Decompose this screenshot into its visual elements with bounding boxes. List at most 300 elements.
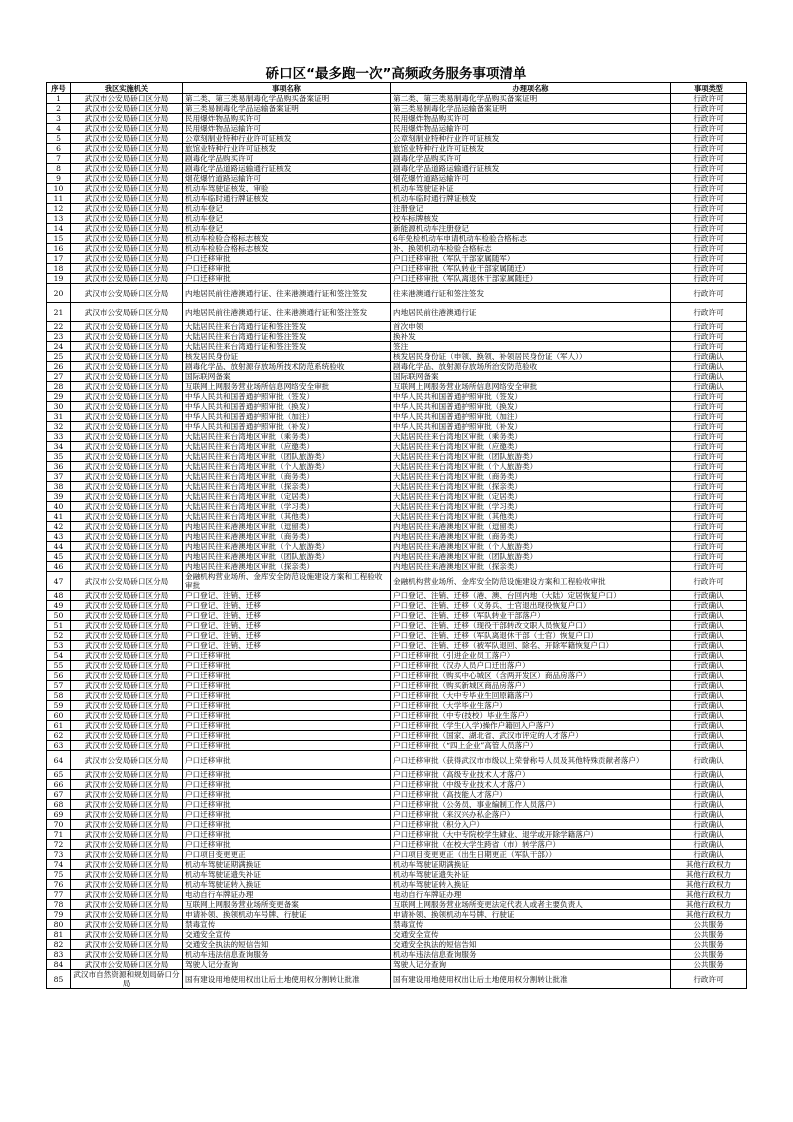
cell-agency: 武汉市公安局硚口区分局: [71, 264, 183, 274]
cell-index: 56: [47, 671, 71, 681]
cell-index: 36: [47, 462, 71, 472]
table-row: [47, 382, 747, 392]
cell-sub-item-name: 大陆居民往来台湾地区审批（应邀类）: [391, 442, 671, 452]
table-row: [47, 711, 747, 721]
cell-agency: 武汉市公安局硚口区分局: [71, 303, 183, 322]
cell-item-name: 电动自行车牌证办理: [183, 890, 391, 900]
cell-index: 50: [47, 611, 71, 621]
cell-item-type: 行政确认: [671, 830, 747, 840]
table-row: [47, 601, 747, 611]
cell-item-type: 行政许可: [671, 274, 747, 284]
cell-index: 76: [47, 880, 71, 890]
cell-item-name: 户口迁移审批: [183, 651, 391, 661]
cell-item-name: 户口迁移审批: [183, 790, 391, 800]
cell-index: 44: [47, 542, 71, 552]
cell-item-name: 内地居民往来港澳地区审批（团队旅游类）: [183, 552, 391, 562]
cell-item-name: 内地居民前往港澳通行证、往来港澳通行证和签注签发: [183, 303, 391, 322]
cell-sub-item-name: 内地居民往来港澳地区审批（团队旅游类）: [391, 552, 671, 562]
cell-item-name: 户口迁移审批: [183, 264, 391, 274]
cell-agency: 武汉市公安局硚口区分局: [71, 552, 183, 562]
table-row: [47, 701, 747, 711]
table-row: [47, 611, 747, 621]
cell-index: 17: [47, 254, 71, 264]
cell-item-type: 行政确认: [671, 810, 747, 820]
table-row: [47, 651, 747, 661]
cell-item-type: 其他行政权力: [671, 910, 747, 920]
cell-index: 67: [47, 790, 71, 800]
cell-index: 54: [47, 651, 71, 661]
cell-item-name: 金融机构营业场所、金库安全防范设施建设方案和工程验收审批: [183, 572, 391, 591]
cell-item-type: 行政许可: [671, 522, 747, 532]
cell-index: 57: [47, 681, 71, 691]
cell-sub-item-name: 申请补领、换领机动车号牌、行驶证: [391, 910, 671, 920]
cell-sub-item-name: 户口项目变更更正（出生日期更正（军队干部））: [391, 850, 671, 860]
table-row: [47, 104, 747, 114]
cell-item-name: 大陆居民往来台湾通行证和签注签发: [183, 322, 391, 332]
cell-item-type: 行政确认: [671, 751, 747, 770]
table-row: [47, 332, 747, 342]
cell-sub-item-name: 户口迁移审批（军队转业干部家属随迁）: [391, 264, 671, 274]
cell-sub-item-name: 户口登记、注销、迁移（军队转业干部落户）: [391, 611, 671, 621]
cell-index: 73: [47, 850, 71, 860]
cell-agency: 武汉市公安局硚口区分局: [71, 352, 183, 362]
table-row: [47, 830, 747, 840]
cell-item-name: 公章刻制业特种行业许可证核发: [183, 134, 391, 144]
cell-index: 45: [47, 552, 71, 562]
cell-item-type: 行政确认: [671, 591, 747, 601]
cell-item-name: 户口迁移审批: [183, 254, 391, 264]
table-row: [47, 442, 747, 452]
table-row: [47, 154, 747, 164]
table-row: [47, 880, 747, 890]
cell-index: 43: [47, 532, 71, 542]
cell-index: 42: [47, 522, 71, 532]
cell-index: 32: [47, 422, 71, 432]
cell-agency: 武汉市公安局硚口区分局: [71, 850, 183, 860]
header-agency: 我区实施机关: [71, 83, 183, 94]
cell-sub-item-name: 首次申领: [391, 322, 671, 332]
cell-index: 40: [47, 502, 71, 512]
table-row: [47, 502, 747, 512]
cell-sub-item-name: 大陆居民往来台湾地区审批（其他类）: [391, 512, 671, 522]
cell-sub-item-name: 户口迁移审批（公务员、事业编制工作人员落户）: [391, 800, 671, 810]
cell-sub-item-name: 电动自行车牌证办理: [391, 890, 671, 900]
cell-sub-item-name: 户口迁移审批（引进企业员工落户）: [391, 651, 671, 661]
table-row: [47, 810, 747, 820]
table-row: [47, 820, 747, 830]
cell-sub-item-name: 驾驶人记分查询: [391, 960, 671, 970]
cell-item-name: 大陆居民往来台湾通行证和签注签发: [183, 342, 391, 352]
cell-agency: 武汉市公安局硚口区分局: [71, 572, 183, 591]
cell-index: 13: [47, 214, 71, 224]
cell-item-type: 公共服务: [671, 920, 747, 930]
cell-item-name: 民用爆炸物品购买许可: [183, 114, 391, 124]
cell-item-name: 互联网上网服务营业场所信息网络安全审批: [183, 382, 391, 392]
cell-sub-item-name: 户口迁移审批（大中专院校学生肄业、退学或开除学籍落户）: [391, 830, 671, 840]
cell-item-type: 行政确认: [671, 382, 747, 392]
cell-index: 65: [47, 770, 71, 780]
cell-sub-item-name: 户口登记、注销、迁移（军队离退休干部（士官）恢复户口）: [391, 631, 671, 641]
table-row: [47, 114, 747, 124]
table-row: [47, 422, 747, 432]
cell-index: 21: [47, 303, 71, 322]
cell-index: 47: [47, 572, 71, 591]
cell-index: 41: [47, 512, 71, 522]
cell-sub-item-name: 户口迁移审批（积分入户）: [391, 820, 671, 830]
cell-sub-item-name: 内地居民往来港澳地区审批（商务类）: [391, 532, 671, 542]
cell-sub-item-name: 公章刻制业特种行业许可证核发: [391, 134, 671, 144]
cell-item-name: 户口迁移审批: [183, 840, 391, 850]
cell-agency: 武汉市公安局硚口区分局: [71, 780, 183, 790]
table-row: [47, 552, 747, 562]
cell-item-type: 行政许可: [671, 412, 747, 422]
cell-item-type: 行政许可: [671, 194, 747, 204]
cell-item-name: 户口迁移审批: [183, 691, 391, 701]
cell-item-name: 机动车违法信息查询服务: [183, 950, 391, 960]
cell-agency: 武汉市公安局硚口区分局: [71, 890, 183, 900]
table-row: [47, 920, 747, 930]
cell-agency: 武汉市公安局硚口区分局: [71, 274, 183, 284]
service-table: [46, 82, 747, 989]
cell-item-name: 机动车检验合格标志核发: [183, 244, 391, 254]
cell-sub-item-name: 中华人民共和国普通护照审批（补发）: [391, 422, 671, 432]
table-row: [47, 512, 747, 522]
cell-sub-item-name: 大陆居民往来台湾地区审批（学习类）: [391, 502, 671, 512]
cell-index: 72: [47, 840, 71, 850]
cell-item-type: 行政确认: [671, 661, 747, 671]
cell-item-type: 行政许可: [671, 124, 747, 134]
table-row: [47, 144, 747, 154]
cell-agency: 武汉市公安局硚口区分局: [71, 194, 183, 204]
cell-agency: 武汉市公安局硚口区分局: [71, 432, 183, 442]
cell-item-type: 行政确认: [671, 651, 747, 661]
cell-item-type: 行政确认: [671, 721, 747, 731]
cell-item-name: 内地居民往来港澳地区审批（逗留类）: [183, 522, 391, 532]
cell-index: 37: [47, 472, 71, 482]
cell-item-type: 行政确认: [671, 631, 747, 641]
cell-index: 9: [47, 174, 71, 184]
cell-item-type: 行政确认: [671, 362, 747, 372]
cell-item-type: 其他行政权力: [671, 900, 747, 910]
cell-agency: 武汉市公安局硚口区分局: [71, 382, 183, 392]
cell-sub-item-name: 旅馆业特种行业许可证核发: [391, 144, 671, 154]
cell-sub-item-name: 补、换领机动车检验合格标志: [391, 244, 671, 254]
cell-item-type: 行政许可: [671, 532, 747, 542]
cell-item-name: 机动车临时通行牌证核发: [183, 194, 391, 204]
cell-item-type: 行政许可: [671, 332, 747, 342]
cell-agency: 武汉市公安局硚口区分局: [71, 442, 183, 452]
cell-item-name: 户口迁移审批: [183, 780, 391, 790]
cell-sub-item-name: 户口迁移审批（大学毕业生落户）: [391, 701, 671, 711]
table-row: [47, 303, 747, 322]
cell-item-type: 行政确认: [671, 372, 747, 382]
header-item-type: 事项类型: [671, 83, 747, 94]
header-item-name: 事项名称: [183, 83, 391, 94]
table-row: [47, 770, 747, 780]
cell-index: 69: [47, 810, 71, 820]
table-row: [47, 691, 747, 701]
cell-item-type: 行政确认: [671, 601, 747, 611]
cell-sub-item-name: 户口迁移审批（来汉兴办私企落户）: [391, 810, 671, 820]
table-row: [47, 910, 747, 920]
cell-item-type: 行政确认: [671, 731, 747, 741]
cell-index: 70: [47, 820, 71, 830]
cell-sub-item-name: 中华人民共和国普通护照审批（签发）: [391, 392, 671, 402]
cell-item-name: 机动车登记: [183, 204, 391, 214]
header-index: 序号: [47, 83, 71, 94]
cell-item-name: 第三类易制毒化学品运输备案证明: [183, 104, 391, 114]
table-row: [47, 532, 747, 542]
cell-agency: 武汉市公安局硚口区分局: [71, 342, 183, 352]
cell-item-name: 户口迁移审批: [183, 661, 391, 671]
cell-agency: 武汉市公安局硚口区分局: [71, 204, 183, 214]
cell-sub-item-name: 注册登记: [391, 204, 671, 214]
cell-item-name: 国际联网备案: [183, 372, 391, 382]
header-sub-item-name: 办理项名称: [391, 83, 671, 94]
cell-item-name: 内地居民往来港澳地区审批（个人旅游类）: [183, 542, 391, 552]
table-row: [47, 134, 747, 144]
cell-index: 39: [47, 492, 71, 502]
cell-agency: 武汉市公安局硚口区分局: [71, 332, 183, 342]
cell-agency: 武汉市公安局硚口区分局: [71, 522, 183, 532]
table-row: [47, 164, 747, 174]
cell-sub-item-name: 户口迁移审批（学生(入学)操作户籍回入户落户）: [391, 721, 671, 731]
cell-agency: 武汉市公安局硚口区分局: [71, 810, 183, 820]
cell-item-name: 互联网上网服务营业场所变更备案: [183, 900, 391, 910]
cell-index: 23: [47, 332, 71, 342]
cell-item-name: 大陆居民往来台湾地区审批（团队旅游类）: [183, 452, 391, 462]
cell-item-name: 户口迁移审批: [183, 701, 391, 711]
cell-agency: 武汉市公安局硚口区分局: [71, 562, 183, 572]
table-row: [47, 950, 747, 960]
table-row: [47, 780, 747, 790]
cell-index: 85: [47, 970, 71, 989]
cell-sub-item-name: 机动车驾驶证转入换证: [391, 880, 671, 890]
cell-item-name: 剧毒化学品、放射源存放场所技术防范系统验收: [183, 362, 391, 372]
cell-item-type: 行政确认: [671, 701, 747, 711]
cell-item-name: 机动车驾驶证期满换证: [183, 860, 391, 870]
table-row: [47, 721, 747, 731]
cell-item-type: 行政许可: [671, 184, 747, 194]
cell-index: 4: [47, 124, 71, 134]
cell-item-name: 剧毒化学品道路运输通行证核发: [183, 164, 391, 174]
table-row: [47, 124, 747, 134]
cell-item-type: 行政许可: [671, 204, 747, 214]
cell-agency: 武汉市公安局硚口区分局: [71, 631, 183, 641]
cell-item-type: 行政许可: [671, 402, 747, 412]
cell-index: 8: [47, 164, 71, 174]
cell-sub-item-name: 户口迁移审批（购买新城区商品房落户）: [391, 681, 671, 691]
cell-agency: 武汉市公安局硚口区分局: [71, 254, 183, 264]
table-row: [47, 284, 747, 303]
cell-item-type: 行政确认: [671, 611, 747, 621]
cell-item-type: 行政确认: [671, 790, 747, 800]
cell-index: 51: [47, 621, 71, 631]
cell-item-type: 行政许可: [671, 462, 747, 472]
cell-item-name: 机动车登记: [183, 224, 391, 234]
cell-sub-item-name: 户口迁移审批（购买中心城区（含两开发区）商品房落户）: [391, 671, 671, 681]
cell-item-name: 大陆居民往来台湾通行证和签注签发: [183, 332, 391, 342]
cell-sub-item-name: 户口登记、注销、迁移（被军队退回、除名、开除军籍恢复户口）: [391, 641, 671, 651]
cell-item-name: 户口登记、注销、迁移: [183, 591, 391, 601]
cell-item-type: 行政确认: [671, 840, 747, 850]
table-row: [47, 641, 747, 651]
cell-agency: 武汉市公安局硚口区分局: [71, 284, 183, 303]
cell-sub-item-name: 互联网上网服务营业场所变更法定代表人或者主要负责人: [391, 900, 671, 910]
table-row: [47, 472, 747, 482]
cell-agency: 武汉市公安局硚口区分局: [71, 114, 183, 124]
cell-item-type: 行政许可: [671, 254, 747, 264]
cell-item-name: 内地居民前往港澳通行证、往来港澳通行证和签注签发: [183, 284, 391, 303]
cell-item-type: 公共服务: [671, 960, 747, 970]
cell-item-type: 行政确认: [671, 850, 747, 860]
cell-item-type: 行政许可: [671, 214, 747, 224]
table-row: [47, 890, 747, 900]
cell-item-type: 行政许可: [671, 562, 747, 572]
cell-item-name: 中华人民共和国普通护照审批（签发）: [183, 392, 391, 402]
cell-item-type: 行政许可: [671, 392, 747, 402]
cell-item-type: 行政许可: [671, 114, 747, 124]
cell-index: 81: [47, 930, 71, 940]
cell-index: 26: [47, 362, 71, 372]
cell-item-type: 行政确认: [671, 780, 747, 790]
cell-index: 20: [47, 284, 71, 303]
table-row: [47, 352, 747, 362]
cell-sub-item-name: 户口迁移审批（“四上企业”高管人员落户）: [391, 741, 671, 751]
table-row: [47, 681, 747, 691]
cell-index: 59: [47, 701, 71, 711]
cell-agency: 武汉市公安局硚口区分局: [71, 124, 183, 134]
cell-item-name: 中华人民共和国普通护照审批（补发）: [183, 422, 391, 432]
table-row: [47, 274, 747, 284]
cell-item-type: 行政确认: [671, 820, 747, 830]
cell-agency: 武汉市公安局硚口区分局: [71, 880, 183, 890]
cell-index: 79: [47, 910, 71, 920]
cell-index: 52: [47, 631, 71, 641]
table-row: [47, 870, 747, 880]
cell-index: 24: [47, 342, 71, 352]
cell-sub-item-name: 户口迁移审批（军队离退休干部家属随迁）: [391, 274, 671, 284]
cell-agency: 武汉市公安局硚口区分局: [71, 452, 183, 462]
cell-agency: 武汉市公安局硚口区分局: [71, 104, 183, 114]
cell-index: 29: [47, 392, 71, 402]
cell-item-name: 剧毒化学品购买许可: [183, 154, 391, 164]
table-row: [47, 392, 747, 402]
cell-item-name: 禁毒宣传: [183, 920, 391, 930]
cell-sub-item-name: 户口迁移审批（大中专毕业生回原籍落户）: [391, 691, 671, 701]
cell-item-name: 民用爆炸物品运输许可: [183, 124, 391, 134]
cell-agency: 武汉市公安局硚口区分局: [71, 462, 183, 472]
cell-item-type: 行政许可: [671, 512, 747, 522]
table-row: [47, 342, 747, 352]
cell-index: 66: [47, 780, 71, 790]
cell-agency: 武汉市公安局硚口区分局: [71, 372, 183, 382]
cell-sub-item-name: 国有建设用地使用权出让后土地使用权分割转让批准: [391, 970, 671, 989]
cell-sub-item-name: 往来港澳通行证和签注签发: [391, 284, 671, 303]
cell-sub-item-name: 户口迁移审批（高技能人才落户）: [391, 790, 671, 800]
cell-index: 77: [47, 890, 71, 900]
table-row: [47, 562, 747, 572]
table-row: [47, 452, 747, 462]
cell-agency: 武汉市公安局硚口区分局: [71, 542, 183, 552]
cell-item-name: 户口迁移审批: [183, 671, 391, 681]
cell-item-type: 行政许可: [671, 224, 747, 234]
cell-agency: 武汉市公安局硚口区分局: [71, 214, 183, 224]
cell-index: 7: [47, 154, 71, 164]
cell-agency: 武汉市公安局硚口区分局: [71, 681, 183, 691]
cell-item-name: 户口迁移审批: [183, 274, 391, 284]
cell-agency: 武汉市公安局硚口区分局: [71, 840, 183, 850]
cell-agency: 武汉市公安局硚口区分局: [71, 234, 183, 244]
cell-agency: 武汉市公安局硚口区分局: [71, 731, 183, 741]
cell-sub-item-name: 内地居民往来港澳地区审批（探亲类）: [391, 562, 671, 572]
cell-index: 30: [47, 402, 71, 412]
table-row: [47, 94, 747, 104]
cell-agency: 武汉市公安局硚口区分局: [71, 940, 183, 950]
cell-index: 25: [47, 352, 71, 362]
table-row: [47, 482, 747, 492]
table-row: [47, 522, 747, 532]
cell-index: 60: [47, 711, 71, 721]
cell-item-name: 大陆居民往来台湾地区审批（探亲类）: [183, 482, 391, 492]
cell-item-name: 内地居民往来港澳地区审批（探亲类）: [183, 562, 391, 572]
cell-agency: 武汉市公安局硚口区分局: [71, 870, 183, 880]
cell-item-name: 户口迁移审批: [183, 810, 391, 820]
page-title: 硚口区“最多跑一次”高频政务服务事项清单: [265, 66, 527, 82]
table-body: [47, 94, 747, 989]
cell-item-type: 行政确认: [671, 691, 747, 701]
cell-agency: 武汉市公安局硚口区分局: [71, 950, 183, 960]
cell-index: 61: [47, 721, 71, 731]
cell-agency: 武汉市公安局硚口区分局: [71, 751, 183, 770]
table-row: [47, 940, 747, 950]
cell-sub-item-name: 内地居民往来港澳地区审批（逗留类）: [391, 522, 671, 532]
cell-item-name: 内地居民往来港澳地区审批（商务类）: [183, 532, 391, 542]
table-row: [47, 731, 747, 741]
cell-index: 16: [47, 244, 71, 254]
cell-index: 71: [47, 830, 71, 840]
cell-index: 11: [47, 194, 71, 204]
cell-item-name: 第二类、第三类易制毒化学品购买备案证明: [183, 94, 391, 104]
table-row: [47, 492, 747, 502]
cell-index: 64: [47, 751, 71, 770]
cell-item-type: 行政许可: [671, 432, 747, 442]
cell-item-name: 户口迁移审批: [183, 721, 391, 731]
cell-agency: 武汉市公安局硚口区分局: [71, 422, 183, 432]
cell-item-type: 行政许可: [671, 94, 747, 104]
cell-agency: 武汉市公安局硚口区分局: [71, 144, 183, 154]
cell-index: 68: [47, 800, 71, 810]
cell-agency: 武汉市自然资源和规划局硚口分局: [71, 970, 183, 989]
cell-sub-item-name: 户口登记、注销、迁移（港、澳、台回内地（大陆）定居恢复户口）: [391, 591, 671, 601]
cell-index: 5: [47, 134, 71, 144]
table-row: [47, 790, 747, 800]
cell-item-name: 户口迁移审批: [183, 830, 391, 840]
cell-sub-item-name: 内地居民前往港澳通行证: [391, 303, 671, 322]
table-row: [47, 960, 747, 970]
cell-item-name: 户口迁移审批: [183, 820, 391, 830]
cell-sub-item-name: 烟花爆竹道路运输许可: [391, 174, 671, 184]
cell-sub-item-name: 换补发: [391, 332, 671, 342]
cell-sub-item-name: 核发居民身份证（申领、换领、补领居民身份证（军人））: [391, 352, 671, 362]
cell-sub-item-name: 6年免检机动车申请机动车检验合格标志: [391, 234, 671, 244]
table-row: [47, 542, 747, 552]
cell-agency: 武汉市公安局硚口区分局: [71, 691, 183, 701]
cell-sub-item-name: 第二类、第三类易制毒化学品购买备案证明: [391, 94, 671, 104]
cell-index: 48: [47, 591, 71, 601]
cell-index: 33: [47, 432, 71, 442]
table-row: [47, 631, 747, 641]
